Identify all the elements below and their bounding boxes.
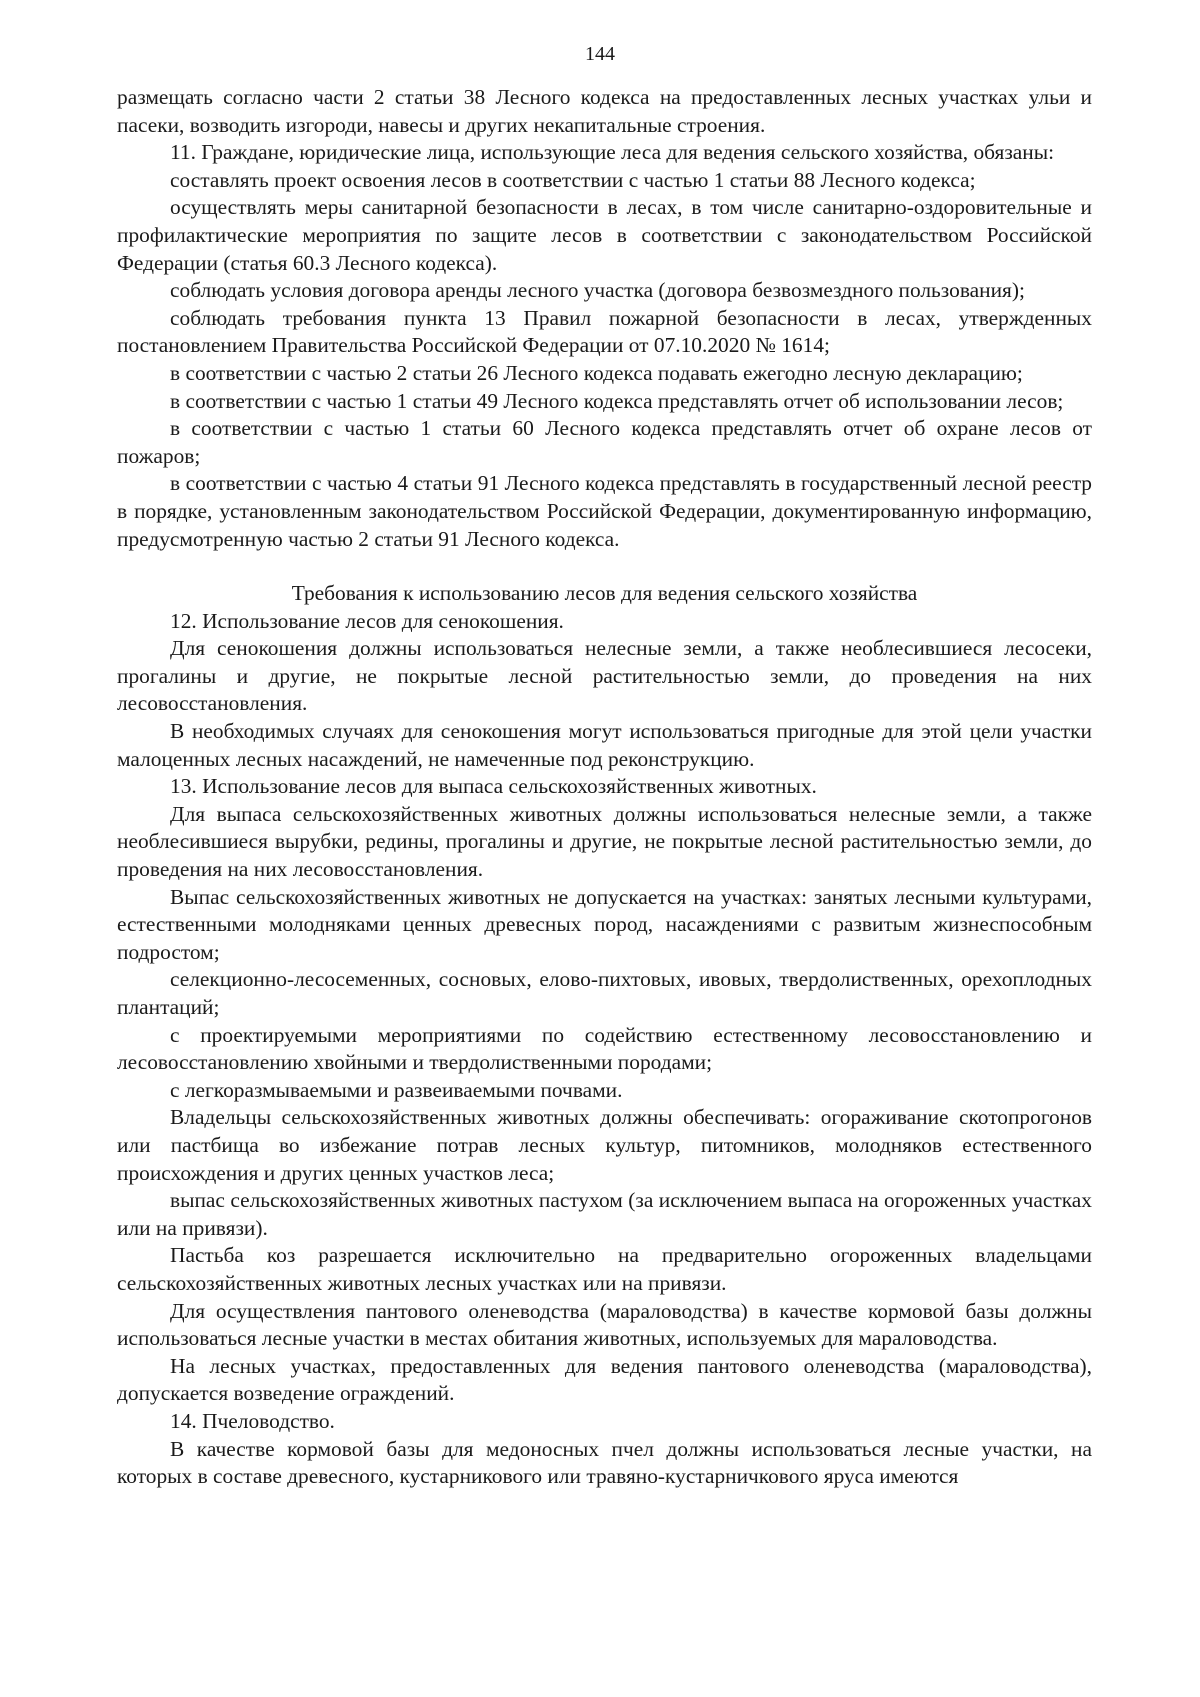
paragraph: Пастьба коз разрешается исключительно на предварительно огороженных владельцами сельскохозяйственных животных лесных участках или на привязи. [117,1243,1092,1295]
paragraph: Для выпаса сельскохозяйственных животных должны использоваться нелесные земли, а также необлесившиеся вырубки, редины, прогалины и другие, не покрытые лесной растительностью земли, до проведения на них лесовосстановления. [117,801,1092,882]
paragraph: 14. Пчеловодство. [170,1408,335,1433]
paragraph: составлять проект освоения лесов в соответствии с частью 1 статьи 88 Лесного кодекса; [170,167,976,192]
paragraph: 12. Использование лесов для сенокошения. [170,608,564,633]
paragraph: соблюдать требования пункта 13 Правил пожарной безопасности в лесах, утвержденных постановлением Правительства Российской Федерации от 07.10.2020 № 1614; [117,305,1092,358]
paragraph: соблюдать условия договора аренды лесного участка (договора безвозмездного пользования); [170,278,1025,303]
paragraph: в соответствии с частью 4 статьи 91 Лесного кодекса представлять в государственный лесной реестр в порядке, установленным законодательством Российской Федерации, документированную информацию, предусмотренную частью 2 статьи 91 Лесного кодекса. [117,471,1092,551]
paragraph: выпас сельскохозяйственных животных пастухом (за исключением выпаса на огороженных участках или на привязи). [117,1188,1092,1240]
paragraph: размещать согласно части 2 статьи 38 Лесного кодекса на предоставленных лесных участках ульи и пасеки, возводить изгороди, навесы и других некапитальные строения. [117,85,1092,137]
paragraph: Выпас сельскохозяйственных животных не допускается на участках: занятых лесными культурами, естественными молодняками ценных древесных пород, насаждениями с развитым жизнеспособным подростом; [117,884,1092,964]
paragraph: Для осуществления пантового оленеводства (мараловодства) в качестве кормовой базы должны использоваться лесные участки в местах обитания животных, используемых для мараловодства. [117,1298,1092,1351]
paragraph: осуществлять меры санитарной безопасности в лесах, в том числе санитарно-оздоровительные и профилактические мероприятия по защите лесов в соответствии с законодательством Российской Федерации (статья 60.3 Лесного кодекса). [117,195,1092,275]
document-body [117,84,1092,1491]
paragraph: 11. Граждане, юридические лица, использующие леса для ведения сельского хозяйства, обязаны: [170,140,1055,165]
section-heading: Требования к использованию лесов для ведения сельского хозяйства [291,581,918,606]
paragraph: в соответствии с частью 1 статьи 60 Лесного кодекса представлять отчет об охране лесов от пожаров; [117,416,1092,468]
paragraph: с проектируемыми мероприятиями по содействию естественному лесовосстановлению и лесовосстановлению хвойными и твердолиственными породами; [117,1022,1092,1075]
paragraph: На лесных участках, предоставленных для ведения пантового оленеводства (мараловодства), допускается возведение ограждений. [117,1353,1092,1406]
paragraph: в соответствии с частью 1 статьи 49 Лесного кодекса представлять отчет об использовании лесов; [170,388,1064,413]
paragraph: с легкоразмываемыми и развеиваемыми почвами. [170,1077,623,1102]
page-number: 144 [585,43,615,65]
paragraph: Владельцы сельскохозяйственных животных должны обеспечивать: огораживание скотопрогонов или пастбища во избежание потрав лесных культур, питомников, молодняков естественного происхождения и других ценных участков леса; [117,1105,1092,1185]
paragraph: Для сенокошения должны использоваться нелесные земли, а также необлесившиеся лесосеки, прогалины и другие, не покрытые лесной растительностью земли, до проведения на них лесовосстановления. [117,636,1092,716]
paragraph: в соответствии с частью 2 статьи 26 Лесного кодекса подавать ежегодно лесную декларацию; [170,360,1023,385]
paragraph: 13. Использование лесов для выпаса сельскохозяйственных животных. [170,774,817,799]
paragraph: селекционно-лесосеменных, сосновых, елово-пихтовых, ивовых, твердолиственных, орехоплодных плантаций; [117,967,1092,1019]
paragraph: В качестве кормовой базы для медоносных пчел должны использоваться лесные участки, на которых в составе древесного, кустарникового или травяно-кустарничкового яруса имеются [117,1436,1092,1489]
paragraph: В необходимых случаях для сенокошения могут использоваться пригодные для этой цели участки малоценных лесных насаждений, не намеченные под реконструкцию. [117,719,1092,771]
